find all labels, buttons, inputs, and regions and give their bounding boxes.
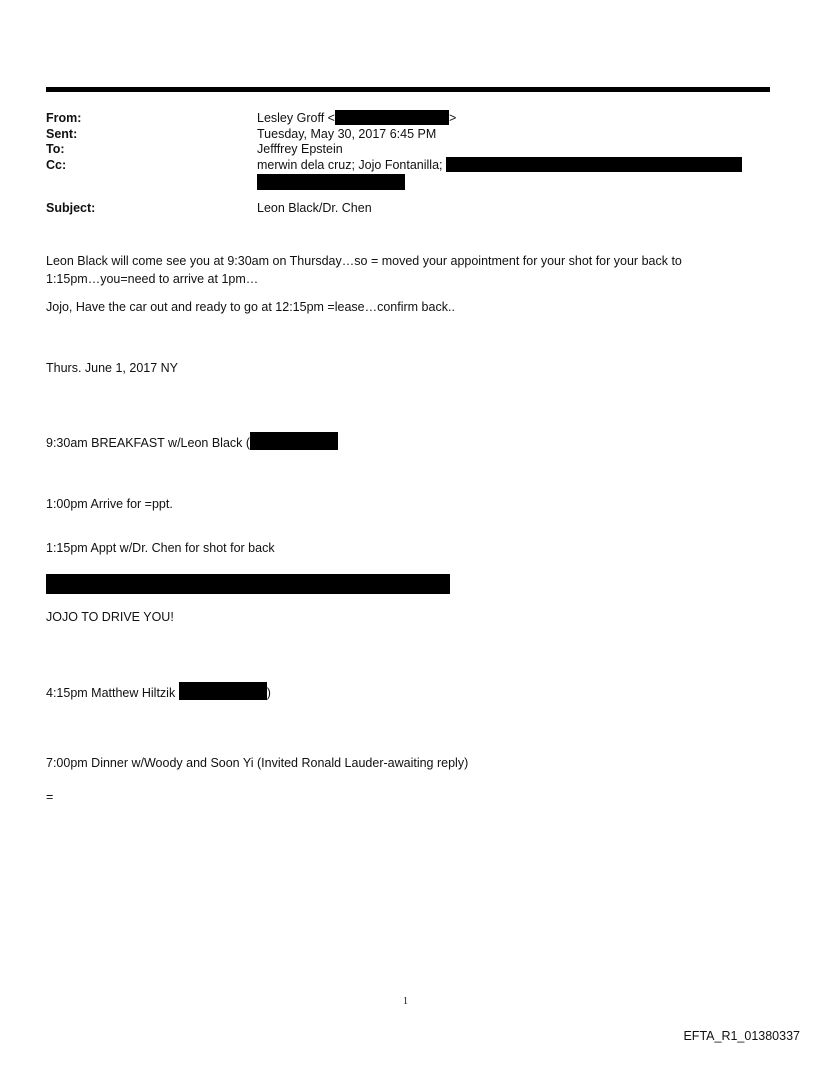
from-name: Lesley Groff < <box>257 111 335 125</box>
schedule-item: JOJO TO DRIVE YOU! <box>46 610 174 624</box>
schedule-date: Thurs. June 1, 2017 NY <box>46 361 179 375</box>
schedule-item <box>46 682 271 701</box>
cc-label: Cc: <box>46 158 67 172</box>
schedule-item: 1:15pm Appt w/Dr. Chen for shot for back <box>46 541 275 555</box>
body-line: Jojo, Have the car out and ready to go at 12:15pm =lease…confirm back.. <box>46 300 455 314</box>
document-id: EFTA_R1_01380337 <box>683 1029 800 1043</box>
redaction-bar <box>46 574 450 594</box>
redaction <box>179 682 267 700</box>
subject-value: Leon Black/Dr. Chen <box>257 201 372 215</box>
cc-value <box>257 157 742 173</box>
item-text: 4:15pm Matthew Hiltzik <box>46 686 176 700</box>
item-text: 9:30am BREAKFAST w/Leon Black ( <box>46 436 251 450</box>
page-number: 1 <box>403 996 408 1007</box>
redaction <box>335 110 449 125</box>
from-label: From: <box>46 111 82 125</box>
schedule-item: 1:00pm Arrive for =ppt. <box>46 497 173 511</box>
cc-value-cont <box>257 174 405 191</box>
sent-label: Sent: <box>46 127 78 141</box>
sent-value: Tuesday, May 30, 2017 6:45 PM <box>257 127 437 141</box>
redaction <box>446 157 742 172</box>
subject-label: Subject: <box>46 201 96 215</box>
to-label: To: <box>46 142 65 156</box>
schedule-item: 7:00pm Dinner w/Woody and Soon Yi (Invited Ronald Lauder-awaiting reply) <box>46 756 469 770</box>
redaction <box>250 432 338 450</box>
from-close: > <box>448 111 457 125</box>
redaction <box>46 574 450 595</box>
trailer: = <box>46 790 54 804</box>
schedule-item <box>46 432 338 451</box>
item-close: ) <box>266 686 271 700</box>
redaction <box>257 174 405 190</box>
to-value: Jefffrey Epstein <box>257 142 343 156</box>
cc-names: merwin dela cruz; Jojo Fontanilla; <box>257 158 443 172</box>
from-value <box>257 110 456 126</box>
body-line: Leon Black will come see you at 9:30am on Thursday…so = moved your appointment for your shot for your back to <box>46 254 682 268</box>
header-rule <box>46 87 770 92</box>
body-line: 1:15pm…you=need to arrive at 1pm… <box>46 272 259 286</box>
